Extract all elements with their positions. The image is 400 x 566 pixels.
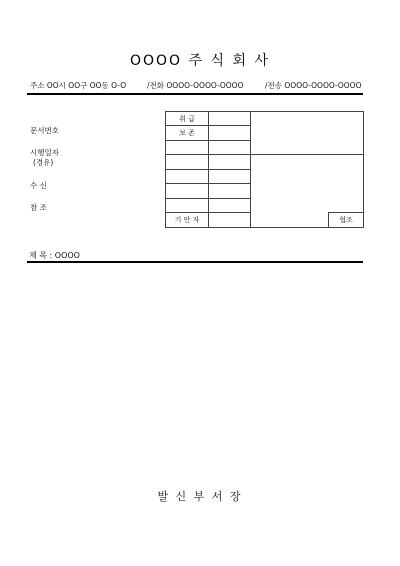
header-divider — [27, 93, 363, 95]
reference-label: 참 조 — [30, 203, 47, 212]
sender-title: 발 신 부 서 장 — [157, 490, 243, 503]
phone-text: /전화 OOOO-OOOO-OOOO — [147, 81, 244, 90]
approval-cell[interactable] — [209, 155, 251, 170]
company-name: OOOO 주 식 회 사 — [130, 53, 270, 69]
approval-table — [165, 111, 364, 228]
subject-line: 제 목 : OOOO — [29, 251, 80, 260]
address-text: 주소 OO시 OO구 OO동 O-O — [30, 81, 127, 90]
approval-cell[interactable] — [209, 140, 251, 154]
approval-cell[interactable] — [166, 198, 209, 213]
cooperation-label: 협조 — [328, 212, 363, 227]
retention-value-cell[interactable] — [209, 126, 251, 140]
approval-cell[interactable] — [209, 184, 251, 199]
table-row — [166, 112, 364, 126]
approval-cell[interactable] — [166, 184, 209, 199]
retention-label: 보 존 — [166, 126, 209, 140]
fax-text: /전송 OOOO-OOOO-OOOO — [265, 81, 362, 90]
subject-divider — [27, 261, 363, 263]
approval-cell[interactable] — [209, 169, 251, 184]
drafter-label: 기 안 자 — [166, 213, 209, 228]
recipient-label: 수 신 — [30, 181, 47, 190]
table-row — [166, 155, 364, 170]
drafter-value-cell[interactable] — [209, 213, 251, 228]
via-label: (경유) — [33, 158, 54, 167]
cooperation-cell[interactable] — [251, 155, 364, 228]
approval-cell[interactable] — [209, 198, 251, 213]
handling-label: 취 급 — [166, 112, 209, 126]
handling-value-cell[interactable] — [209, 112, 251, 126]
approval-cell[interactable] — [166, 140, 209, 154]
approval-cell[interactable] — [166, 169, 209, 184]
doc-number-label: 문서번호 — [30, 126, 59, 135]
date-label: 시행일자 — [30, 148, 59, 157]
upper-right-cell[interactable] — [251, 112, 364, 155]
approval-cell[interactable] — [166, 155, 209, 170]
